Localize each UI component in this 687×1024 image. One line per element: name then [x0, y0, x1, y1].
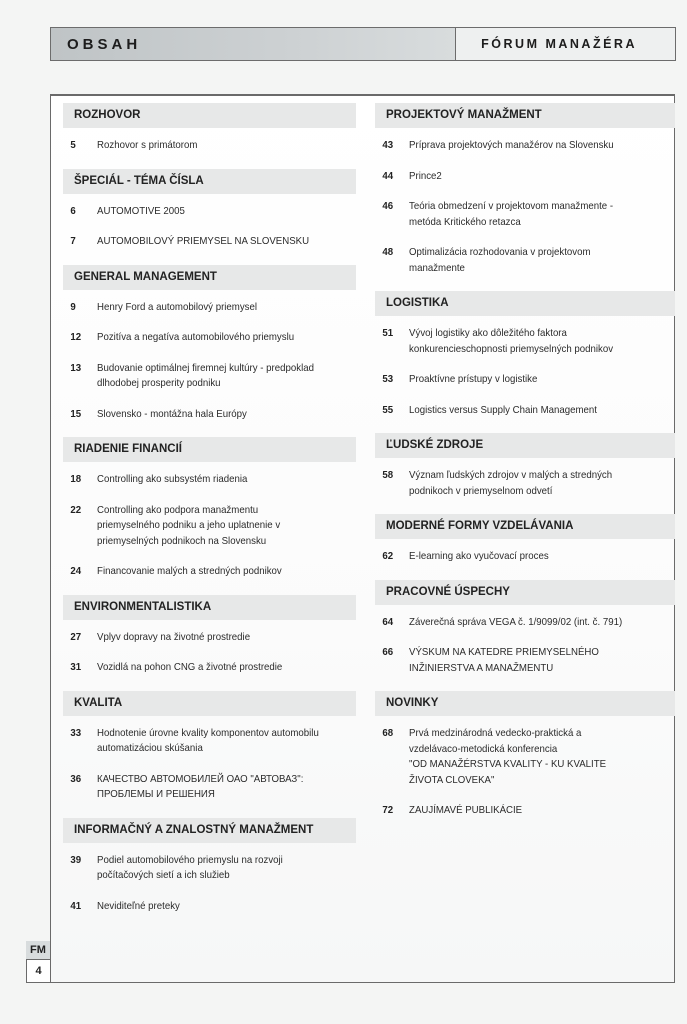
toc-entry[interactable] [375, 372, 673, 388]
entry-title: Vplyv dopravy na životné prostredie [97, 630, 251, 643]
entry-title: Controlling ako subsystém riadenia [97, 473, 248, 485]
entry-title: Vozidlá na pohon CNG a životné prostredie [97, 661, 283, 673]
magazine-name: FÓRUM MANAŽÉRA [456, 28, 675, 60]
toc-section [375, 103, 675, 276]
section-heading: KVALITA [63, 691, 356, 716]
toc-entry[interactable] [63, 853, 354, 884]
entry-page-number: 9 [70, 300, 76, 313]
toc-entry[interactable] [63, 660, 354, 676]
toc-section [63, 169, 356, 250]
entry-title: AUTOMOTIVE 2005 [97, 204, 185, 217]
toc-section [375, 514, 675, 565]
entry-page-number: 44 [382, 169, 394, 182]
toc-section [63, 595, 356, 676]
toc-entry[interactable] [375, 199, 673, 230]
entry-title: Budovanie optimálnej firemnej kultúry - predpoklad dlhodobej prosperity podniku [97, 361, 314, 389]
entry-page-number: 7 [70, 235, 76, 247]
entry-title: Hodnotenie úrovne kvality komponentov automobilu automatizáciou skúšania [97, 726, 319, 754]
toc-section [375, 691, 675, 819]
toc-section [375, 580, 675, 677]
entry-page-number: 5 [70, 139, 76, 151]
section-heading: ŠPECIÁL - TÉMA ČÍSLA [63, 169, 356, 194]
section-heading: MODERNÉ FORMY VZDELÁVANIA [375, 514, 675, 539]
toc-entry[interactable] [63, 503, 354, 550]
toc-entry[interactable] [375, 138, 673, 154]
toc-entry[interactable] [63, 564, 354, 580]
entry-title: AUTOMOBILOVÝ PRIEMYSEL NA SLOVENSKU [97, 235, 310, 247]
toc-entry[interactable] [63, 234, 354, 250]
entry-page-number: 62 [382, 550, 394, 562]
toc-entry[interactable] [375, 245, 673, 276]
toc-entry[interactable] [63, 300, 354, 316]
entry-page-number: 53 [382, 373, 394, 385]
entry-page-number: 51 [382, 327, 394, 339]
toc-entry[interactable] [63, 330, 354, 346]
entry-page-number: 31 [70, 661, 82, 673]
entry-title: Proaktívne prístupy v logistike [409, 373, 538, 385]
entry-title: Význam ľudských zdrojov v malých a stredných podnikoch v priemyselnom odvetí [409, 469, 613, 497]
entry-page-number: 66 [382, 646, 394, 658]
section-heading: RIADENIE FINANCIÍ [63, 437, 356, 462]
toc-left-column [63, 103, 356, 929]
entry-page-number: 43 [382, 139, 394, 151]
entry-page-number: 48 [382, 246, 394, 258]
section-heading: ĽUDSKÉ ZDROJE [375, 433, 675, 458]
entry-page-number: 27 [70, 630, 82, 643]
toc-entry[interactable] [375, 615, 673, 631]
section-heading: PRACOVNÉ ÚSPECHY [375, 580, 675, 605]
toc-entry[interactable] [63, 407, 354, 423]
toc-entry[interactable] [375, 803, 673, 819]
toc-entry[interactable] [63, 772, 354, 803]
toc-entry[interactable] [375, 468, 673, 499]
toc-entry[interactable] [375, 645, 673, 676]
entry-title: Financovanie malých a stredných podnikov [97, 565, 282, 577]
entry-page-number: 12 [70, 331, 82, 343]
entry-page-number: 39 [70, 853, 82, 866]
entry-title: Slovensko - montážna hala Európy [97, 407, 247, 420]
entry-title: Vývoj logistiky ako dôležitého faktora konkurencieschopnosti priemyselných podnikov [409, 327, 614, 355]
entry-title: Neviditeľné preteky [97, 899, 180, 912]
entry-title: Rozhovor s primátorom [97, 139, 198, 151]
toc-entry[interactable] [63, 472, 354, 488]
toc-entry[interactable] [375, 726, 673, 788]
toc-entry[interactable] [63, 204, 354, 220]
entry-page-number: 72 [382, 804, 394, 816]
entry-page-number: 46 [382, 200, 394, 212]
section-heading: ROZHOVOR [63, 103, 356, 128]
toc-entry[interactable] [375, 403, 673, 419]
toc-section [63, 818, 356, 915]
toc-entry[interactable] [375, 326, 673, 357]
toc-section [63, 103, 356, 154]
entry-title: Teória obmedzení v projektovom manažmente - metóda Kritického retazca [409, 200, 614, 228]
entry-page-number: 41 [70, 899, 82, 912]
page-number: 4 [26, 959, 50, 983]
toc-section [63, 691, 356, 803]
section-heading: PROJEKTOVÝ MANAŽMENT [375, 103, 675, 128]
entry-title: Henry Ford a automobilový priemysel [97, 300, 258, 313]
entry-page-number: 36 [70, 772, 82, 785]
entry-title: E-learning ako vyučovací proces [409, 550, 549, 562]
entry-title: Príprava projektových manažérov na Slovensku [409, 139, 614, 151]
section-heading: INFORMAČNÝ A ZNALOSTNÝ MANAŽMENT [63, 818, 356, 843]
entry-title: Prvá medzinárodná vedecko-praktická a vzdelávaco-metodická konferencia "OD MANAŽÉRSTVA KVALITY - KU KVALITE ŽIVOTA CLOVEKA" [409, 727, 607, 786]
section-heading: ENVIRONMENTALISTIKA [63, 595, 356, 620]
toc-section [375, 291, 675, 418]
entry-title: Optimalizácia rozhodovania v projektovom manažmente [409, 246, 591, 274]
toc-entry[interactable] [375, 549, 673, 565]
section-heading: NOVINKY [375, 691, 675, 716]
toc-entry[interactable] [63, 899, 354, 915]
toc-entry[interactable] [63, 361, 354, 392]
entry-title: Podiel automobilového priemyslu na rozvoji počítačových sietí a ich služieb [97, 853, 283, 881]
toc-section [375, 433, 675, 499]
entry-page-number: 22 [70, 503, 82, 516]
toc-section [63, 265, 356, 423]
entry-title: VÝSKUM NA KATEDRE PRIEMYSELNÉHO INŽINIERSTVA A MANAŽMENTU [409, 646, 599, 674]
section-heading: GENERAL MANAGEMENT [63, 265, 356, 290]
toc-entry[interactable] [375, 169, 673, 185]
toc-section [63, 437, 356, 580]
entry-title: ZAUJÍMAVÉ PUBLIKÁCIE [409, 804, 523, 816]
entry-title: Záverečná správa VEGA č. 1/9099/02 (int. č. 791) [409, 615, 623, 628]
page-title: OBSAH [51, 28, 456, 60]
entry-page-number: 58 [382, 469, 394, 481]
table-of-contents [50, 94, 675, 983]
entry-page-number: 68 [382, 727, 394, 739]
toc-right-column [375, 103, 675, 834]
entry-title: Controlling ako podpora manažmentu priemyselného podniku a jeho uplatnenie v priemyselných podnikoch na Slovensku [97, 503, 281, 547]
toc-entry[interactable] [63, 630, 354, 646]
entry-page-number: 6 [70, 204, 76, 217]
toc-entry[interactable] [63, 726, 354, 757]
entry-title: Pozitíva a negatíva automobilového priemyslu [97, 331, 295, 343]
toc-entry[interactable] [63, 138, 354, 154]
entry-page-number: 64 [382, 615, 394, 628]
entry-page-number: 55 [382, 403, 394, 416]
magazine-badge: FM [26, 941, 50, 959]
header-bar [50, 27, 676, 61]
entry-page-number: 15 [70, 407, 82, 420]
entry-title: Logistics versus Supply Chain Management [409, 403, 597, 416]
entry-title: КАЧЕСТВО АВТОМОБИЛЕЙ ОАО "АВТОВАЗ": ПРОБЛЕМЫ И РЕШЕНИЯ [97, 772, 304, 800]
entry-page-number: 33 [70, 726, 82, 739]
entry-page-number: 18 [70, 473, 82, 485]
entry-page-number: 13 [70, 361, 82, 374]
entry-title: Prince2 [409, 169, 442, 182]
section-heading: LOGISTIKA [375, 291, 675, 316]
entry-page-number: 24 [70, 565, 82, 577]
